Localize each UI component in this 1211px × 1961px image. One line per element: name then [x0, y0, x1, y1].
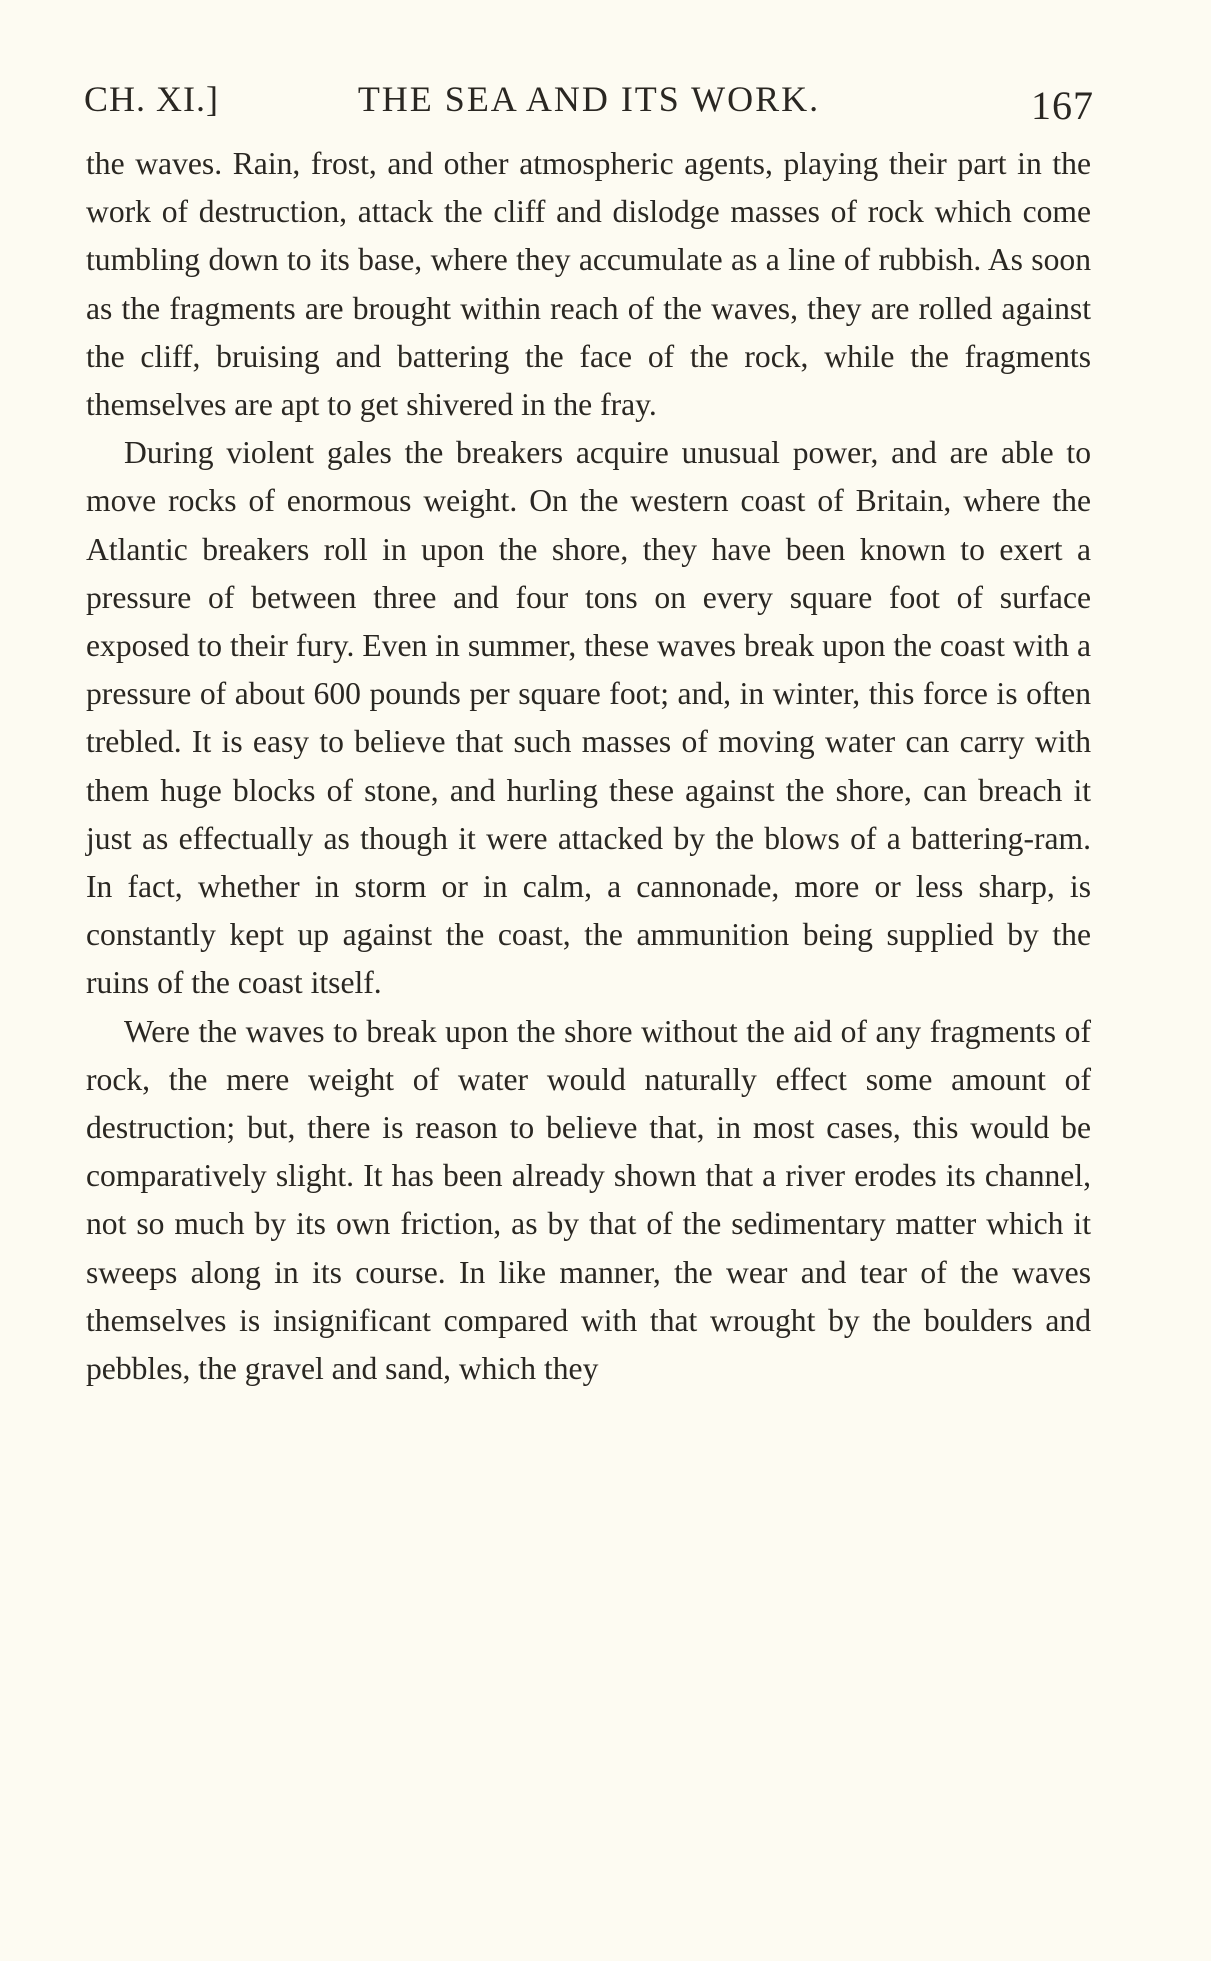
paragraph: During violent gales the breakers acquire unusual power, and are able to move rocks of enormous weight. On the western coast of Britain, where the Atlantic breakers roll in upon the shore, they have been known to exert a pressure of between three and four tons on every square foot of surface exposed to their fury. Even in summer, these waves break upon the coast with a pressure of about 600 pounds per square foot; and, in winter, this force is often trebled. It is easy to believe that such masses of moving water can carry with them huge blocks of stone, and hurling these against the shore, can breach it just as effectually as though it were attacked by the blows of a battering-ram. In fact, whether in storm or in calm, a cannonade, more or less sharp, is constantly kept up against the coast, the ammunition being supplied by the ruins of the coast itself.: [86, 435, 1091, 1001]
chapter-marker: CH. XI.]: [84, 79, 219, 119]
running-header: [84, 72, 1094, 132]
paragraph: the waves. Rain, frost, and other atmospheric agents, playing their part in the work of destruction, attack the cliff and dislodge masses of rock which come tumbling down to its base, where they accumulate as a line of rubbish. As soon as the fragments are brought within reach of the waves, they are rolled against the cliff, bruising and battering the face of the rock, while the fragments themselves are apt to get shivered in the fray.: [86, 146, 1091, 423]
page-number: 167: [1031, 83, 1094, 128]
body-text: [86, 140, 1091, 1393]
running-title: THE SEA AND ITS WORK.: [357, 79, 821, 119]
paragraph: Were the waves to break upon the shore without the aid of any fragments of rock, the mere weight of water would naturally effect some amount of destruction; but, there is reason to believe that, in most cases, this would be comparatively slight. It has been already shown that a river erodes its channel, not so much by its own friction, as by that of the sedimentary matter which it sweeps along in its course. In like manner, the wear and tear of the waves themselves is insignificant compared with that wrought by the boulders and pebbles, the gravel and sand, which they: [86, 1013, 1091, 1387]
